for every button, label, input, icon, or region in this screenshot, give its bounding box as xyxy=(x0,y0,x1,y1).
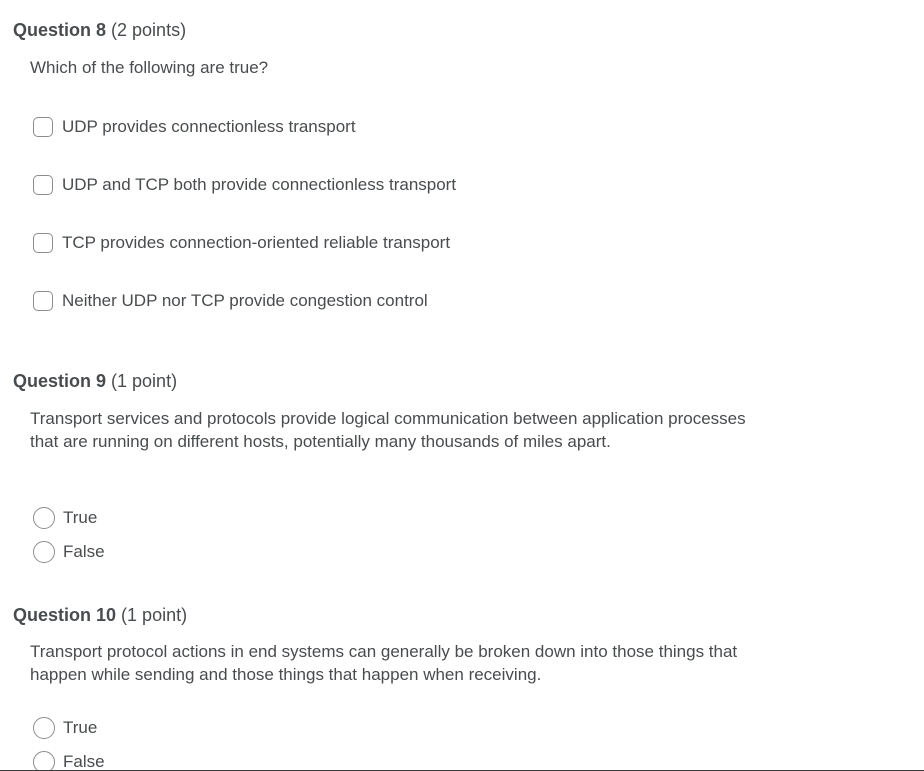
question-points: (1 point) xyxy=(111,371,178,391)
question-title: Question 8 xyxy=(13,20,107,40)
option-label: UDP and TCP both provide connectionless transport xyxy=(62,175,457,194)
option-true[interactable] xyxy=(33,505,97,531)
option-udp-connectionless[interactable] xyxy=(33,114,356,140)
radio-button[interactable] xyxy=(33,717,55,739)
option-label: True xyxy=(63,508,98,527)
question-title: Question 9 xyxy=(13,371,107,391)
checkbox[interactable] xyxy=(33,175,53,195)
question-points: (1 point) xyxy=(121,605,188,625)
option-label: True xyxy=(63,718,98,737)
radio-button[interactable] xyxy=(33,751,55,771)
question-heading xyxy=(13,19,186,41)
option-label: False xyxy=(63,752,105,771)
question-heading xyxy=(13,370,177,392)
option-tcp-reliable[interactable] xyxy=(33,230,450,256)
question-prompt: Which of the following are true? xyxy=(30,58,269,77)
option-true[interactable] xyxy=(33,715,97,741)
option-udp-tcp-connectionless[interactable] xyxy=(33,172,456,198)
option-false[interactable] xyxy=(33,749,105,771)
checkbox[interactable] xyxy=(33,233,53,253)
question-prompt: Transport services and protocols provide logical communication between application processes that are running on different hosts, potentially many thousands of miles apart. xyxy=(30,409,746,451)
option-no-congestion-control[interactable] xyxy=(33,288,428,314)
question-points: (2 points) xyxy=(111,20,187,40)
option-label: False xyxy=(63,542,105,561)
question-title: Question 10 xyxy=(13,605,117,625)
option-label: UDP provides connectionless transport xyxy=(62,117,356,136)
radio-button[interactable] xyxy=(33,507,55,529)
question-heading xyxy=(13,604,187,626)
checkbox[interactable] xyxy=(33,291,53,311)
option-label: Neither UDP nor TCP provide congestion control xyxy=(62,291,428,310)
option-label: TCP provides connection-oriented reliable transport xyxy=(62,233,451,252)
question-prompt: Transport protocol actions in end systems can generally be broken down into those things that happen while sending and those things that happen when receiving. xyxy=(30,642,738,684)
option-false[interactable] xyxy=(33,539,105,565)
radio-button[interactable] xyxy=(33,541,55,563)
checkbox[interactable] xyxy=(33,117,53,137)
